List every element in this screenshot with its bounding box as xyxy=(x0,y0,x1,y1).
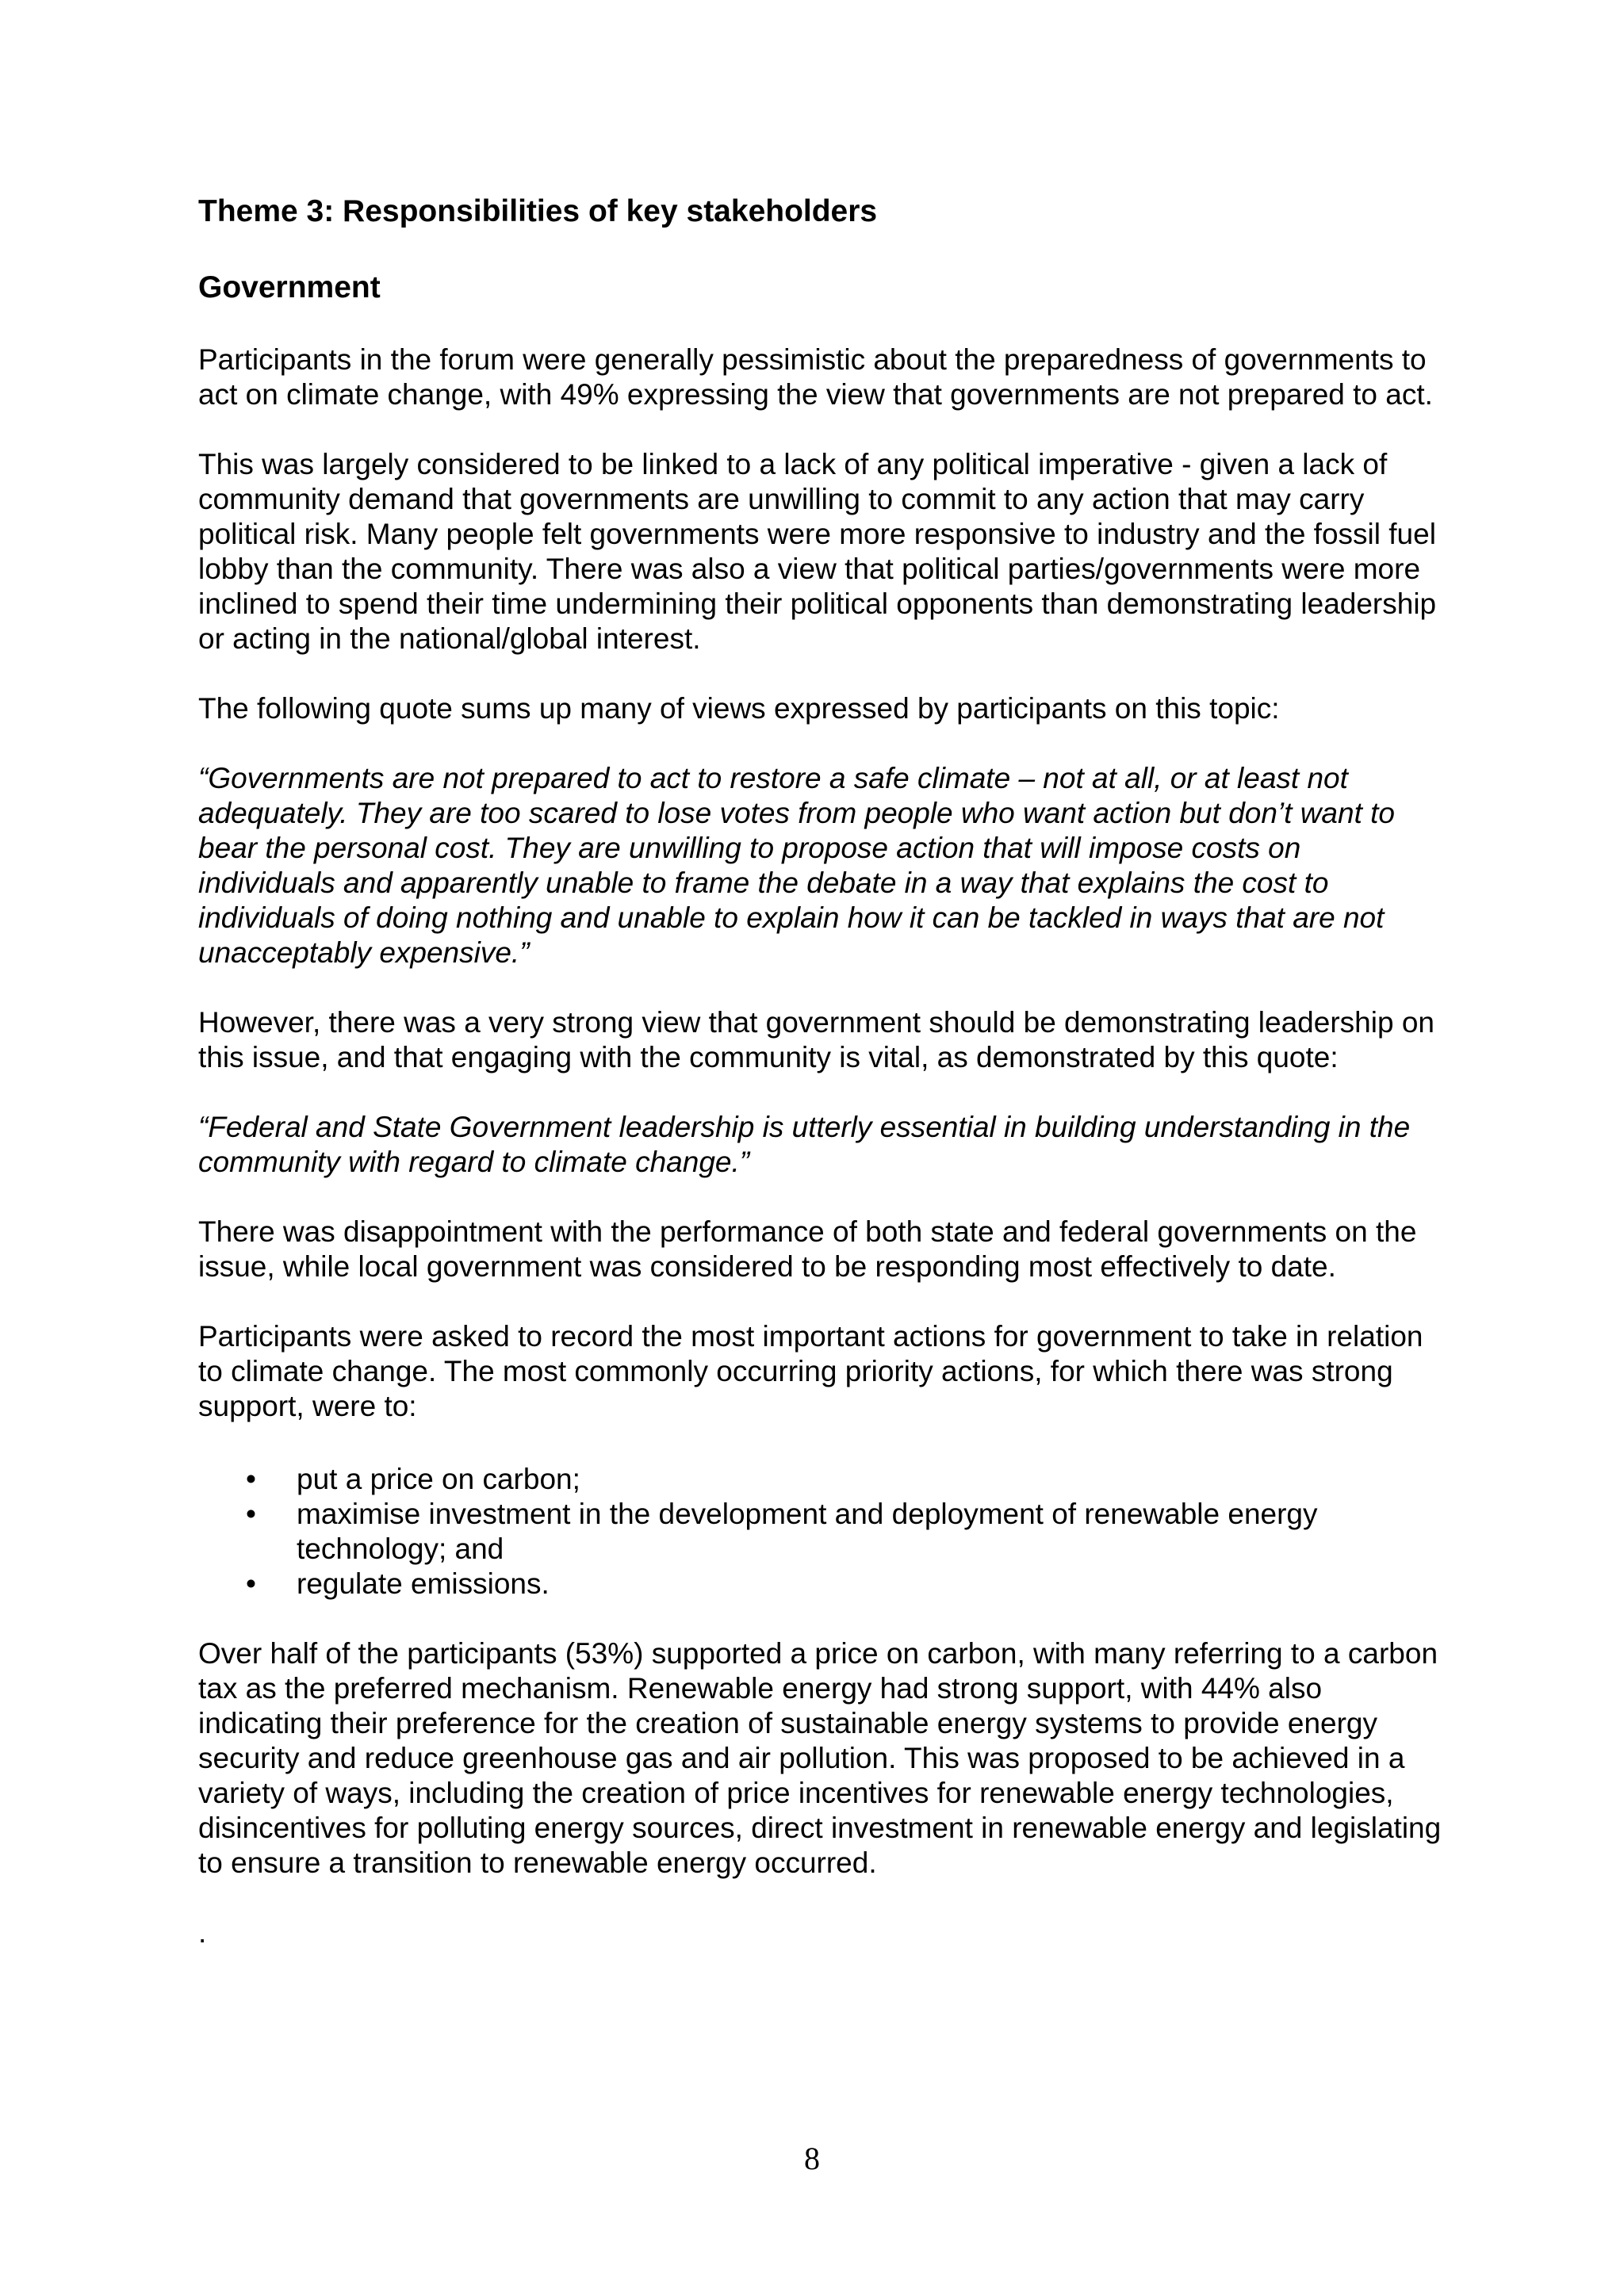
theme-heading: Theme 3: Responsibilities of key stakeholders xyxy=(198,194,878,228)
bullet-icon: • xyxy=(246,1498,256,1530)
trailing-dot: . xyxy=(198,1916,207,1949)
section-heading-government: Government xyxy=(198,270,381,304)
paragraph-disappointment: There was disappointment with the performance of both state and federal governments on the issue, while local government was considered to be responding most effectively to date. xyxy=(198,1215,1417,1283)
paragraph-price-on-carbon: Over half of the participants (53%) supported a price on carbon, with many referring to a carbon tax as the preferred mechanism. Renewable energy had strong support, with 44% also indicating their preference for the creation of sustainable energy systems to provide energy security and reduce greenhouse gas and air pollution. This was proposed to be achieved in a variety of ways, including the creation of price incentives for renewable energy technologies, disincentives for polluting energy sources, direct investment in renewable energy and legislating to ensure a transition to renewable energy occurred. xyxy=(198,1637,1442,1879)
quote-governments: “Governments are not prepared to act to restore a safe climate – not at all, or at least not adequately. They are too scared to lose votes from people who want action but don’t want to bear the personal cost. They are unwilling to propose action that will impose costs on individuals and apparently unable to frame the debate in a way that explains the cost to individuals of doing nothing and unable to explain how it can be tackled in ways that are not unacceptably expensive.” xyxy=(198,762,1395,969)
paragraph-priority-actions-intro: Participants were asked to record the most important actions for government to take in relation to climate change. The most commonly occurring priority actions, for which there was strong support, were to: xyxy=(198,1320,1423,1422)
page-content xyxy=(198,193,1443,1950)
bullet-icon: • xyxy=(246,1567,256,1600)
paragraph-leadership: However, there was a very strong view that government should be demonstrating leadership on this issue, and that engaging with the community is vital, as demonstrated by this quote: xyxy=(198,1006,1434,1073)
list-item-text: put a price on carbon; xyxy=(297,1463,580,1495)
list-item-text: maximise investment in the development and deployment of renewable energy technology; and xyxy=(297,1498,1318,1565)
priority-actions-list xyxy=(198,1462,1443,1601)
paragraph-political-imperative: This was largely considered to be linked to a lack of any political imperative - given a lack of community demand that governments are unwilling to commit to any action that may carry political risk. Many people felt governments were more responsive to industry and the fossil fuel lobby than the community. There was also a view that political parties/governments were more inclined to spend their time undermining their political opponents than demonstrating leadership or acting in the national/global interest. xyxy=(198,448,1437,655)
paragraph-quote-intro: The following quote sums up many of views expressed by participants on this topic: xyxy=(198,692,1280,725)
quote-leadership: “Federal and State Government leadership is utterly essential in building understanding in the community with regard to climate change.” xyxy=(198,1111,1411,1178)
list-item-text: regulate emissions. xyxy=(297,1567,550,1600)
paragraph-preparedness: Participants in the forum were generally pessimistic about the preparedness of governments to act on climate change, with 49% expressing the view that governments are not prepared to act. xyxy=(198,343,1433,411)
bullet-icon: • xyxy=(246,1463,256,1495)
list-item xyxy=(198,1497,1443,1567)
list-item xyxy=(198,1462,1443,1497)
page-number: 8 xyxy=(804,2141,820,2176)
list-item xyxy=(198,1567,1443,1601)
